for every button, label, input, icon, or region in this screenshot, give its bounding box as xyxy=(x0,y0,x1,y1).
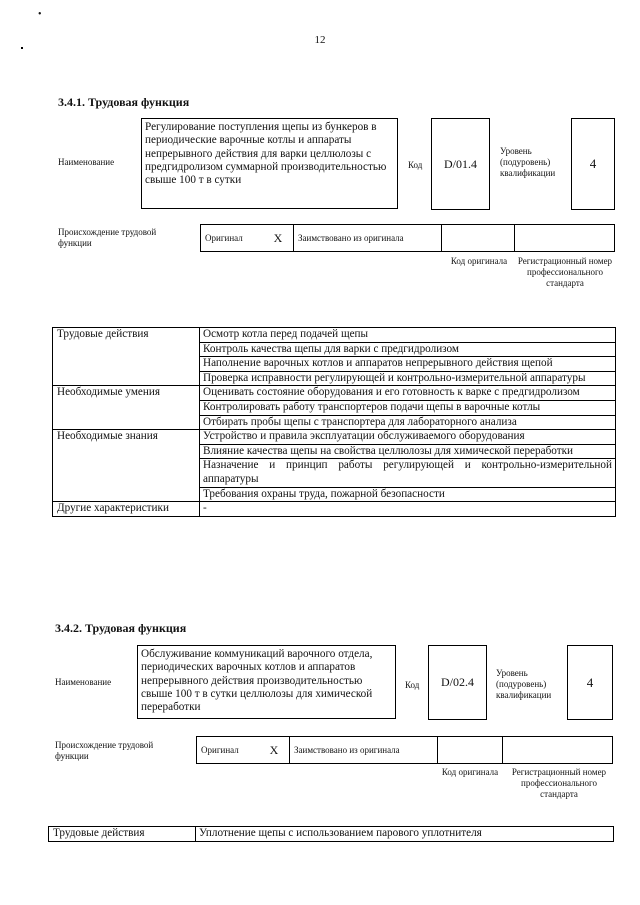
original-checkmark: X xyxy=(269,742,279,757)
cell-divider xyxy=(441,225,442,251)
item-cell: Устройство и правила эксплуатации обслуживаемого оборудования xyxy=(200,430,616,445)
item-cell: Контролировать работу транспортеров подачи щепы в варочные котлы xyxy=(200,400,616,415)
table-row xyxy=(53,502,616,517)
scan-speck: • xyxy=(38,9,42,20)
name-label: Наименование xyxy=(58,157,115,167)
competency-table xyxy=(52,327,616,517)
borrowed-label: Заимствовано из оригинала xyxy=(294,745,400,755)
competency-table xyxy=(48,826,614,842)
name-label: Наименование xyxy=(55,677,112,687)
item-cell: Влияние качества щепы на свойства целлюлозы для химической переработки xyxy=(200,444,616,459)
original-label: Оригинал xyxy=(201,745,239,755)
code-original-caption: Код оригинала xyxy=(450,256,508,266)
origin-label: Происхождение трудовой функции xyxy=(58,227,157,248)
item-cell: Оценивать состояние оборудования и его готовность к варке с предгидролизом xyxy=(200,386,616,401)
category-cell: Необходимые умения xyxy=(53,386,200,430)
table-row xyxy=(53,430,616,445)
category-cell: Другие характеристики xyxy=(53,502,200,517)
borrowed-label: Заимствовано из оригинала xyxy=(298,233,404,243)
cell-divider xyxy=(502,737,503,763)
code-value: D/02.4 xyxy=(428,645,487,720)
code-value: D/01.4 xyxy=(431,118,490,210)
item-cell: Проверка исправности регулирующей и контрольно-измерительной аппаратуры xyxy=(200,371,616,386)
scan-speck xyxy=(21,47,23,49)
item-cell: Отбирать пробы щепы с транспортера для лабораторного анализа xyxy=(200,415,616,430)
item-cell: Контроль качества щепы для варки с предгидролизом xyxy=(200,342,616,357)
function-name-box: Регулирование поступления щепы из бункеров в периодические варочные котлы и аппараты непрерывного действия для варки целлюлозы с предгидролизом суммарной производительностью свыше 100 т в сутки xyxy=(141,118,398,209)
qualification-level-value: 4 xyxy=(571,118,615,210)
section-heading: 3.4.2. Трудовая функция xyxy=(55,621,187,635)
qualification-level-label: Уровень (подуровень) квалификации xyxy=(496,668,552,700)
code-label: Код xyxy=(405,680,420,690)
qualification-level-label: Уровень (подуровень) квалификации xyxy=(500,146,556,178)
item-cell: Назначение и принцип работы регулирующей и контрольно-измерительной аппаратуры xyxy=(200,459,616,487)
code-label: Код xyxy=(408,160,423,170)
cell-divider xyxy=(514,225,515,251)
item-cell: Уплотнение щепы с использованием парового уплотнителя xyxy=(196,827,614,842)
registration-number-caption: Регистрационный номер профессионального стандарта xyxy=(517,256,613,288)
item-cell: - xyxy=(200,502,616,517)
qualification-level-value: 4 xyxy=(567,645,613,720)
origin-label: Происхождение трудовой функции xyxy=(55,740,154,761)
category-cell: Трудовые действия xyxy=(53,328,200,386)
item-cell: Наполнение варочных котлов и аппаратов непрерывного действия щепой xyxy=(200,357,616,372)
item-cell: Осмотр котла перед подачей щепы xyxy=(200,328,616,343)
table-row xyxy=(53,328,616,343)
registration-number-caption: Регистрационный номер профессионального стандарта xyxy=(511,767,607,799)
item-cell: Требования охраны труда, пожарной безопасности xyxy=(200,487,616,502)
category-cell: Трудовые действия xyxy=(49,827,196,842)
table-row xyxy=(49,827,614,842)
cell-divider xyxy=(437,737,438,763)
page-number: 12 xyxy=(314,34,326,46)
code-original-caption: Код оригинала xyxy=(441,767,499,777)
original-label: Оригинал xyxy=(205,233,243,243)
category-cell: Необходимые знания xyxy=(53,430,200,502)
section-heading: 3.4.1. Трудовая функция xyxy=(58,95,190,109)
original-checkmark: X xyxy=(273,230,283,245)
function-name-box: Обслуживание коммуникаций варочного отдела, периодических варочных котлов и аппаратов непрерывного действия производительностью свыше 100 т в сутки целлюлозы для химической переработки xyxy=(137,645,396,719)
table-row xyxy=(53,386,616,401)
